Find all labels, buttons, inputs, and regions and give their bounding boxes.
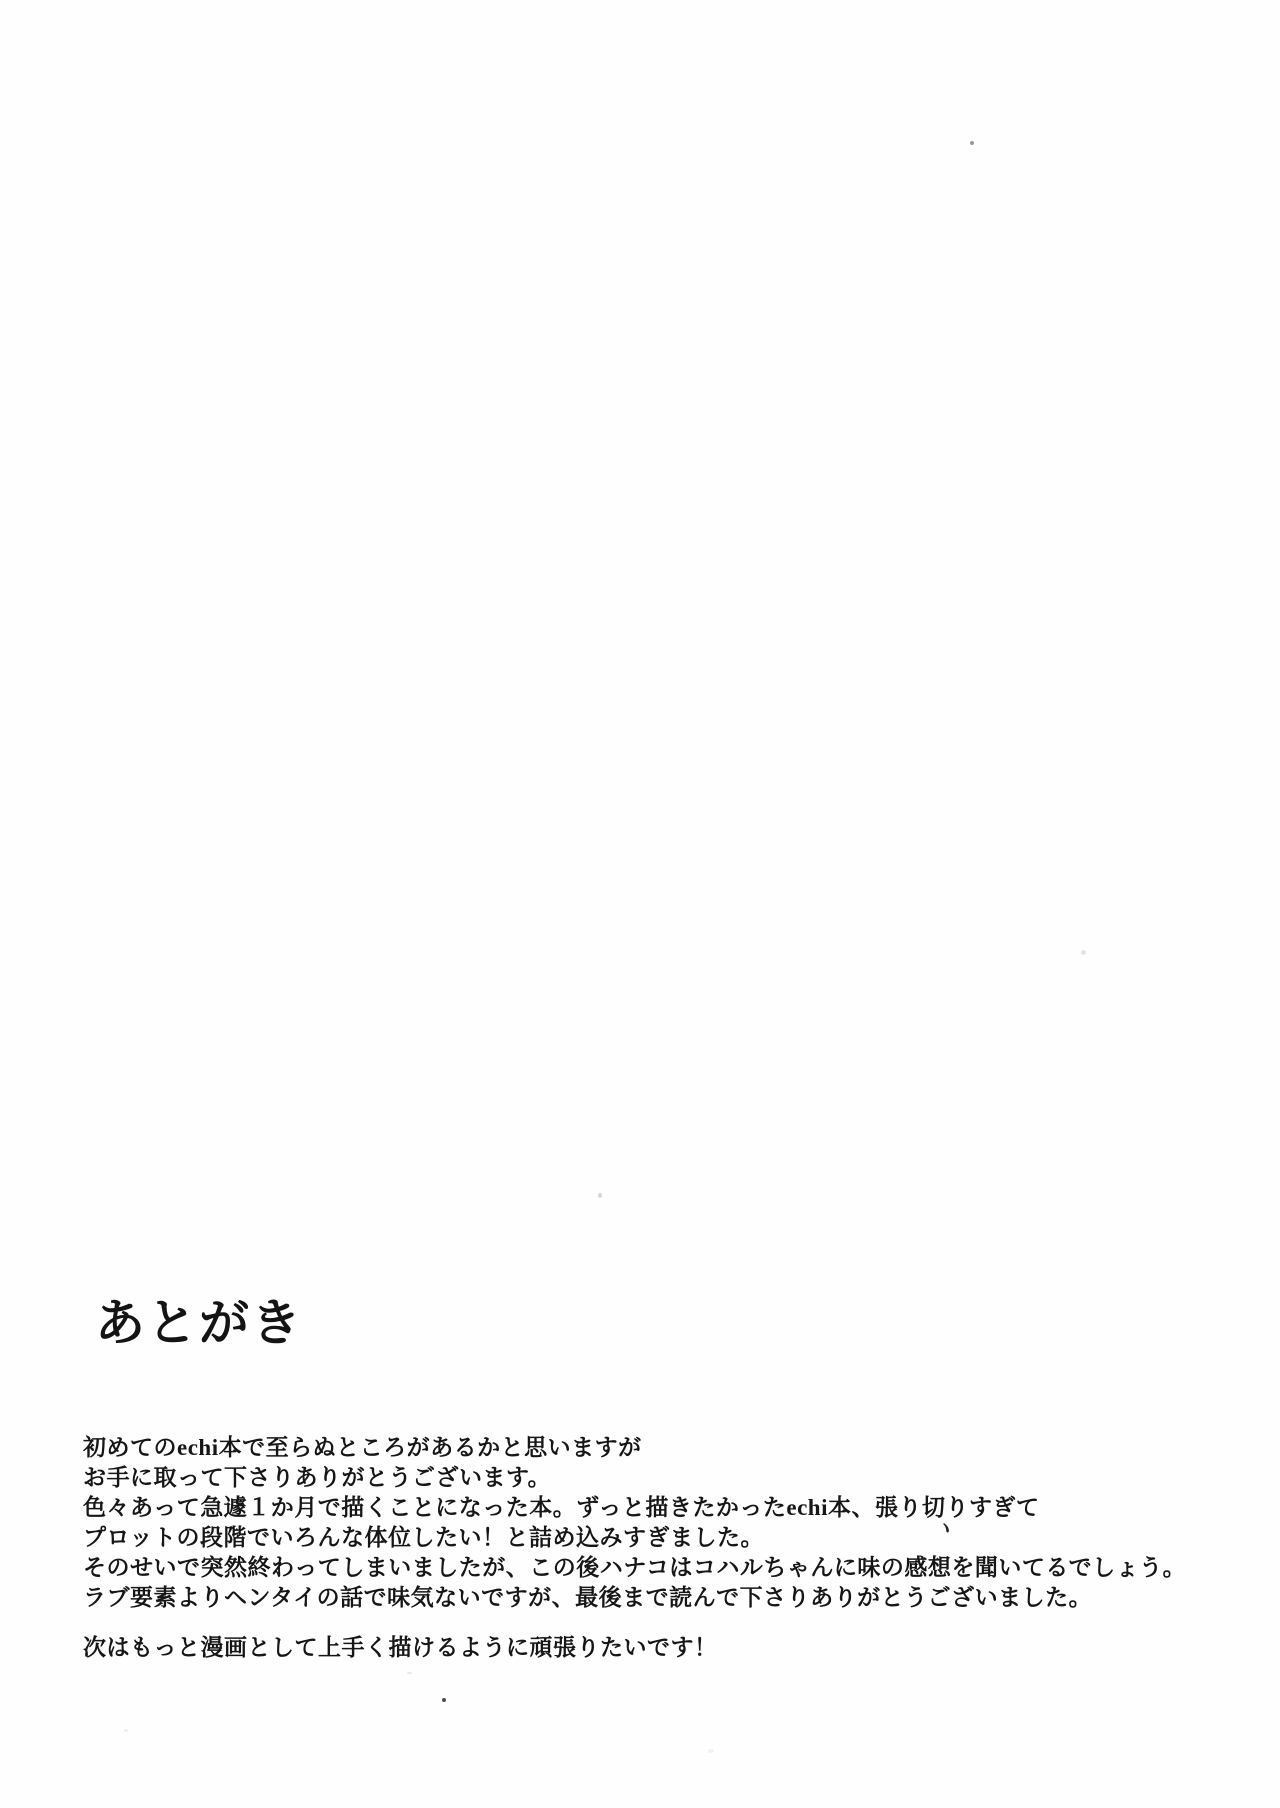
scan-speck xyxy=(1081,950,1086,955)
paragraph-line: ラブ要素よりヘンタイの話で味気ないですが、最後まで読んで下さりありがとうございました。 xyxy=(83,1585,1093,1610)
paragraph-line: プロットの段階でいろんな体位したい！と詰め込みすぎました。 xyxy=(83,1525,765,1550)
scan-speck xyxy=(970,141,974,145)
scan-speck xyxy=(442,1698,446,1702)
paragraph-line: お手に取って下さりありがとうございます。 xyxy=(83,1465,552,1490)
scan-speck xyxy=(124,1729,128,1732)
scan-speck xyxy=(407,1672,412,1674)
afterword-paragraph xyxy=(83,1433,1186,1613)
paragraph-line: 色々あって急遽１か月で描くことになった本。ずっと描きたかったechi本、張り切りすぎて xyxy=(83,1495,1040,1520)
paragraph-line: 初めてのechi本で至らぬところがあるかと思いますが xyxy=(83,1435,642,1460)
closing-line: 次はもっと漫画として上手く描けるように頑張りたいです！ xyxy=(83,1635,718,1660)
paragraph-line: そのせいで突然終わってしまいましたが、この後ハナコはコハルちゃんに味の感想を聞いてるでしょう。 xyxy=(83,1555,1187,1580)
scan-speck xyxy=(708,1749,714,1753)
afterword-heading: あとがき xyxy=(95,1295,303,1351)
scan-speck xyxy=(598,1193,602,1198)
handwritten-tick-mark: ヽ xyxy=(933,1516,958,1542)
